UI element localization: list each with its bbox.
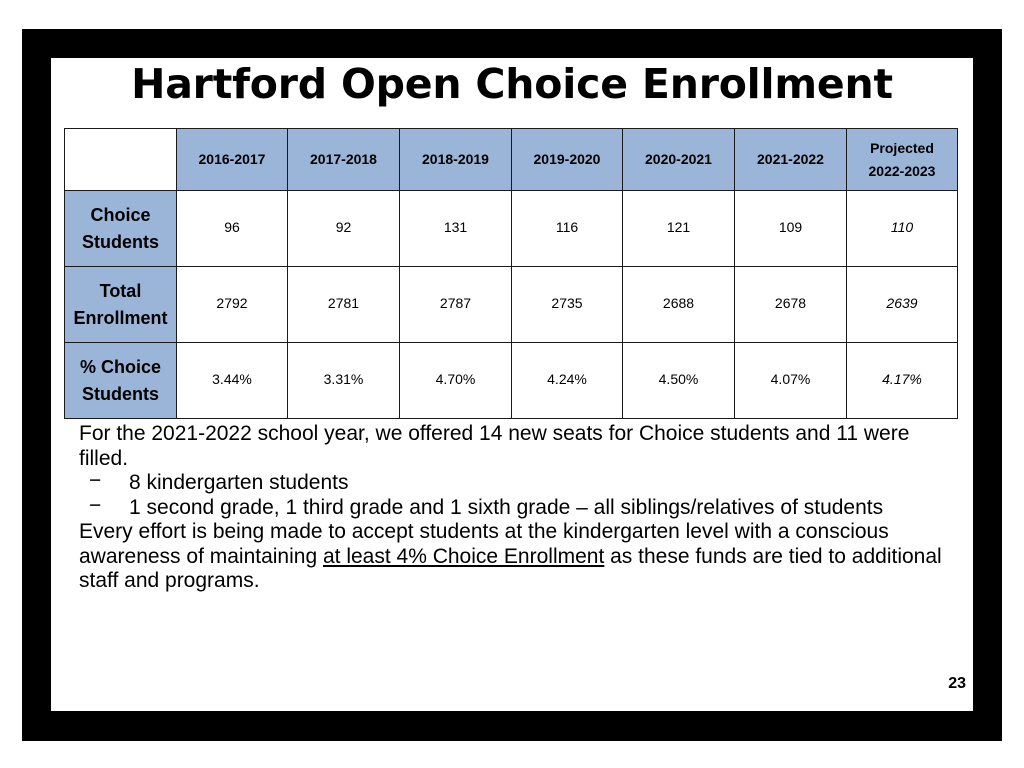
row-header [65,343,177,419]
table-cell: 131 [400,191,512,267]
table-cell: 2678 [735,267,847,343]
dash-icon: − [89,469,102,492]
table-cell: 109 [735,191,847,267]
enrollment-table [64,128,958,419]
sub-bullet-item [51,493,973,521]
header-row [65,129,958,191]
column-header: 2018-2019 [400,129,512,191]
column-header: 2017-2018 [288,129,400,191]
table-cell: 2787 [400,267,512,343]
table-cell: 4.24% [512,343,623,419]
table-cell: 121 [623,191,735,267]
column-header: 2020-2021 [623,129,735,191]
row-header [65,191,177,267]
row-header-line2: Students [81,383,159,404]
table-cell: 3.44% [177,343,288,419]
projected-year: 2022-2023 [868,162,936,179]
table-cell: 4.70% [400,343,512,419]
table-cell: 96 [177,191,288,267]
slide-title: Hartford Open Choice Enrollment [131,60,893,108]
bullet-marker-icon [38,525,51,540]
sub-bullet-text: 1 second grade, 1 third grade and 1 sixth grade – all siblings/relatives of students [129,495,884,519]
row-header-line1: Total [99,280,142,301]
table-cell: 2688 [623,267,735,343]
row-header-line2: Students [81,231,159,252]
bullet-item [51,520,973,594]
projected-cell: 2639 [847,267,958,343]
table-cell: 92 [288,191,400,267]
sub-bullet-item [51,471,973,496]
corner-cell [65,129,177,191]
table-cell: 4.50% [623,343,735,419]
projected-cell: 110 [847,191,958,267]
projected-column-header [847,129,958,191]
table-row [65,267,958,343]
table-cell: 2792 [177,267,288,343]
sub-bullet-text: 8 kindergarten students [129,471,349,494]
bullet-item [51,422,973,471]
table-cell: 2781 [288,267,400,343]
table-cell: 2735 [512,267,623,343]
slide [51,58,973,711]
bullet-text: For the 2021-2022 school year, we offered 14 new seats for Choice students and 11 were filled. [79,422,910,470]
column-header: 2019-2020 [512,129,623,191]
table-cell: 3.31% [288,343,400,419]
bullet-marker-icon [38,427,51,442]
projected-label: Projected [870,139,934,156]
column-header: 2021-2022 [735,129,847,191]
table-cell: 116 [512,191,623,267]
row-header-line1: Choice [90,204,151,225]
bullet-list [51,422,973,594]
projected-cell: 4.17% [847,343,958,419]
bullet-text: Every effort is being made to accept students at the kindergarten level with a conscious awareness of maintaining [79,520,889,568]
row-header-line2: Enrollment [73,307,168,328]
page-number: 23 [948,675,966,692]
underlined-emphasis: at least 4% Choice Enrollment [322,544,605,568]
table-row [65,191,958,267]
table-row [65,343,958,419]
bullet-text-end: as these funds are tied to additional staff and programs. [79,544,942,592]
table-cell: 4.07% [735,343,847,419]
row-header [65,267,177,343]
column-header: 2016-2017 [177,129,288,191]
dash-icon: − [89,493,102,517]
row-header-line1: % Choice [79,356,162,377]
